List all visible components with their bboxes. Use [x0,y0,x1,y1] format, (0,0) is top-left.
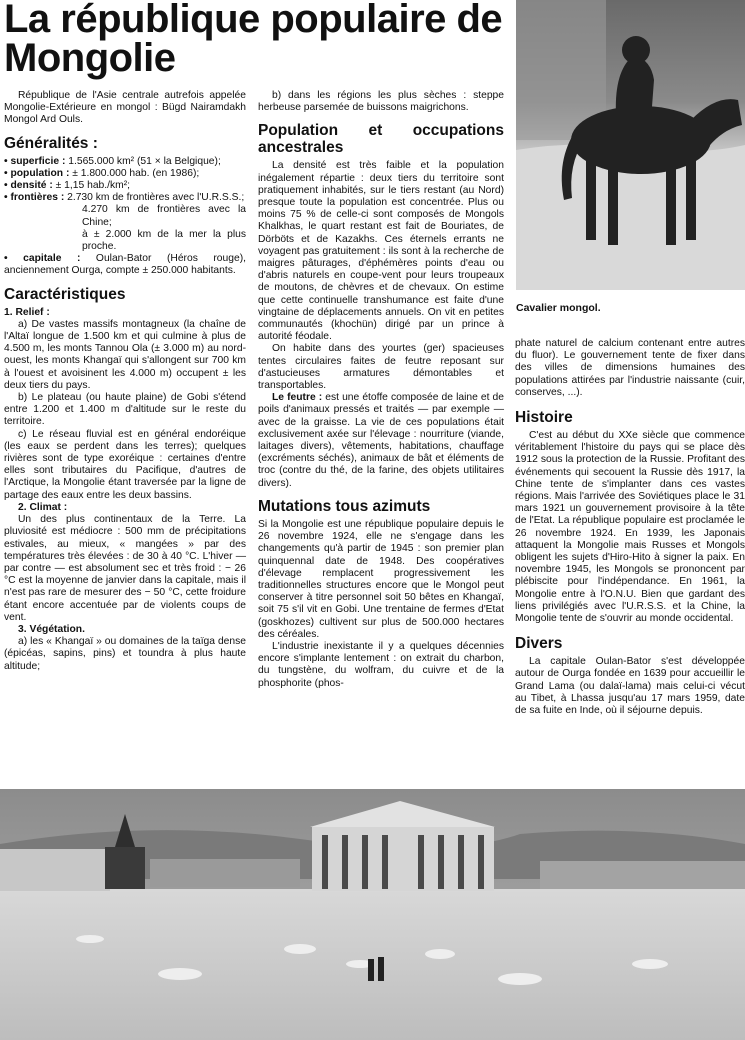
mutations-text-1: Si la Mongolie est une république populaire depuis le 26 novembre 1924, elle ne s'engage dans les changements qu'à partir de 1945 : son premier plan quinquennal date de 1948. Des coopératives d'élevage remplacent progressivement les traditionnelles structures encore que le Mongol peut conserver à titre personnel soit 50 bêtes en Khangaï, soit 75 s'il vit en Gobi. Une trentaine de fermes d'Etat (goskhozes) cultivent sur plus de 500.000 hectares des céréales. [258,518,504,640]
heading-caracteristiques: Caractéristiques [4,285,126,303]
photo-caption: Cavalier mongol. [516,302,601,314]
mutations-text-2: L'industrie inexistante il y a quelques décennies encore s'implante lentement : on extrait du charbon, du tungstène, du wolfram, du cuivre et de la phosphorite (phos- [258,640,504,689]
frontieres-chine: 4.270 km de frontières avec la Chine; [82,204,246,228]
column-1 [4,90,246,673]
relief-c: c) Le réseau fluvial est en général endoréique (les eaux se perdent dans les terres); quelques rivières sont de type exoréique : certaines d'entre elles sont tributaires du Pacifique, d'autres de l'Arctique, la Mongolie étant traversée par la ligne de partage des eaux entre les deux bassins. [4,428,246,501]
capitale-item: • capitale : Oulan-Bator (Héros rouge), anciennement Ourga, compte ± 250.000 habitants. [4,253,247,277]
frontieres-item: • frontières : 2.730 km de frontières avec l'U.R.S.S.; [4,192,245,204]
continuation-text: phate naturel de calcium contenant entre autres du fluor). Le gouvernement tente de fixer dans des villes de dimensions humaines des populations attirées par l'industrie naissante (cuir, conserves, ...). [515,338,745,398]
frontieres-mer: à ± 2.000 km de la mer la plus proche. [82,228,246,253]
heading-histoire: Histoire [515,409,573,427]
densite-item: • densité : ± 1,15 hab./km²; [4,180,131,192]
horseman-photo [516,0,745,290]
divers-text: La capitale Oulan-Bator s'est développée autour de Ourga fondée en 1639 pour accueillir le Grand Lama (ou dalaï-lama) mais celui-ci vécut au Tibet, à Lhassa jusqu'au 17 mars 1959, date de sa fuite en Inde, où il séjourne depuis. [515,656,745,717]
column-2 [258,90,504,690]
feutre-paragraph: Le feutre : est une étoffe composée de laine et de poils d'animaux pressés et traités — par exemple — avec de la graisse. La vie de ces populations était exclusivement axée sur l'élevage : nourriture (viande, laitages divers), vêtements, habitations, chauffage (excréments séchés), animaux de bât et éléments de troc (contre du thé, de la farine, des objets utilitaires divers). [258,392,505,489]
vegetation-b: b) dans les régions les plus sèches : steppe herbeuse parsemée de buissons maigrichons. [258,90,504,114]
heading-mutations: Mutations tous azimuts [258,497,431,515]
city-square-photo [0,789,745,1040]
histoire-text: C'est au début du XXe siècle que commence véritablement l'histoire du pays qui se place dès 1912 sous la protection de la Russie. Profitant des événements qui secouent la Russie dès 1917, la Chine tente de s'implanter dans ces vastes régions. Mais l'arrivée des Soviétiques place le 31 mars 1921 un gouvernement provisoire à la tête de l'Etat. La république populaire est proclamée le 26 novembre 1924. En 1939, les Japonais attaquent la Mongolie mais Russes et Mongols obligent les sujets d'Hiro-Hito à signer la paix. En novembre 1945, les Mongols se prononcent par plébiscite pour l'indépendance. En 1961, la Mongolie entre à l'O.N.U. Bien que gardant des liens privilégiés avec l'U.R.S.S. et la Chine, la Mongolie tente de s'ouvrir au monde occidental. [515,430,745,625]
population-text-1: La densité est très faible et la population inégalement répartie : deux tiers du territoire sont pratiquement inhabités, sur le tiers restant (au Nord) presque toute la population est concentrée. Plus ou moins 75 % de celle-ci sont composés de Mongols Khalkhas, le quart restant est fait de Bouriates, de Dörböts et de Kazakhs. Ces éternels errants ne voyagent pas gratuitement : ils sont à la recherche de maigres pâturages, d'éphémères points d'eau ou d'abris naturels en coupe-vent pour leurs troupeaux de moutons, de chèvres et de chevaux. On estime que cette continuelle transhumance est faite d'une vingtaine de déplacements annuels. On vit en petites communautés (khochün) dirigé par un prince à autorité féodale. [258,160,504,343]
vegetation-label: 3. Végétation. [18,623,85,635]
relief-label: 1. Relief : [4,306,50,318]
heading-population: Population et occupations ancestrales [258,122,504,157]
intro-paragraph: République de l'Asie centrale autrefois appelée Mongolie-Extérieure en mongol : Bügd Nairamdakh Mongol Ard Ouls. [4,90,246,126]
column-3 [515,338,745,717]
heading-generalites: Généralités : [4,134,98,152]
climat-label: 2. Climat : [18,501,68,513]
page-title: La république populaire de Mongolie [4,0,503,80]
vegetation-a: a) les « Khangaï » ou domaines de la taïga dense (épicéas, sapins, pins) et toundra à plus haute altitude; [4,636,246,672]
superficie-item: • superficie : 1.565.000 km² (51 × la Belgique); [4,155,221,167]
relief-b: b) Le plateau (ou haute plaine) de Gobi s'étend entre 1.200 et 1.400 m d'altitude sur le reste du territoire. [4,392,246,428]
population-text-2: On habite dans des yourtes (ger) spacieuses tentes circulaires faites de feutre reposant sur d'astucieuses armatures démontables et transportables. [258,343,504,392]
population-item: • population : ± 1.800.000 hab. (en 1986); [4,167,200,179]
climat-text: Un des plus continentaux de la Terre. La pluviosité est médiocre : 500 mm de précipitations estivales, au mieux, « mangées » par des températures très élevées : de 30 à 40 °C. L'hiver — par contre — est absolument sec et très froid : − 26 °C est la moyenne de janvier dans la capitale, mais il n'est pas rare de mesurer des − 50 °C, cette froidure étant encore accentuée par de violents coups de vent. [4,514,246,623]
relief-a: a) De vastes massifs montagneux (la chaîne de l'Altaï longue de 1.500 km et qui culmine à plus de 4.500 m, les monts Tannou Ola (± 3.000 m) au nord-ouest, les monts Khangaï qui s'allongent sur 700 km à l'ouest et avoisinent les 4.000 m) occupent ± les deux tiers du pays. [4,318,246,391]
heading-divers: Divers [515,635,563,653]
